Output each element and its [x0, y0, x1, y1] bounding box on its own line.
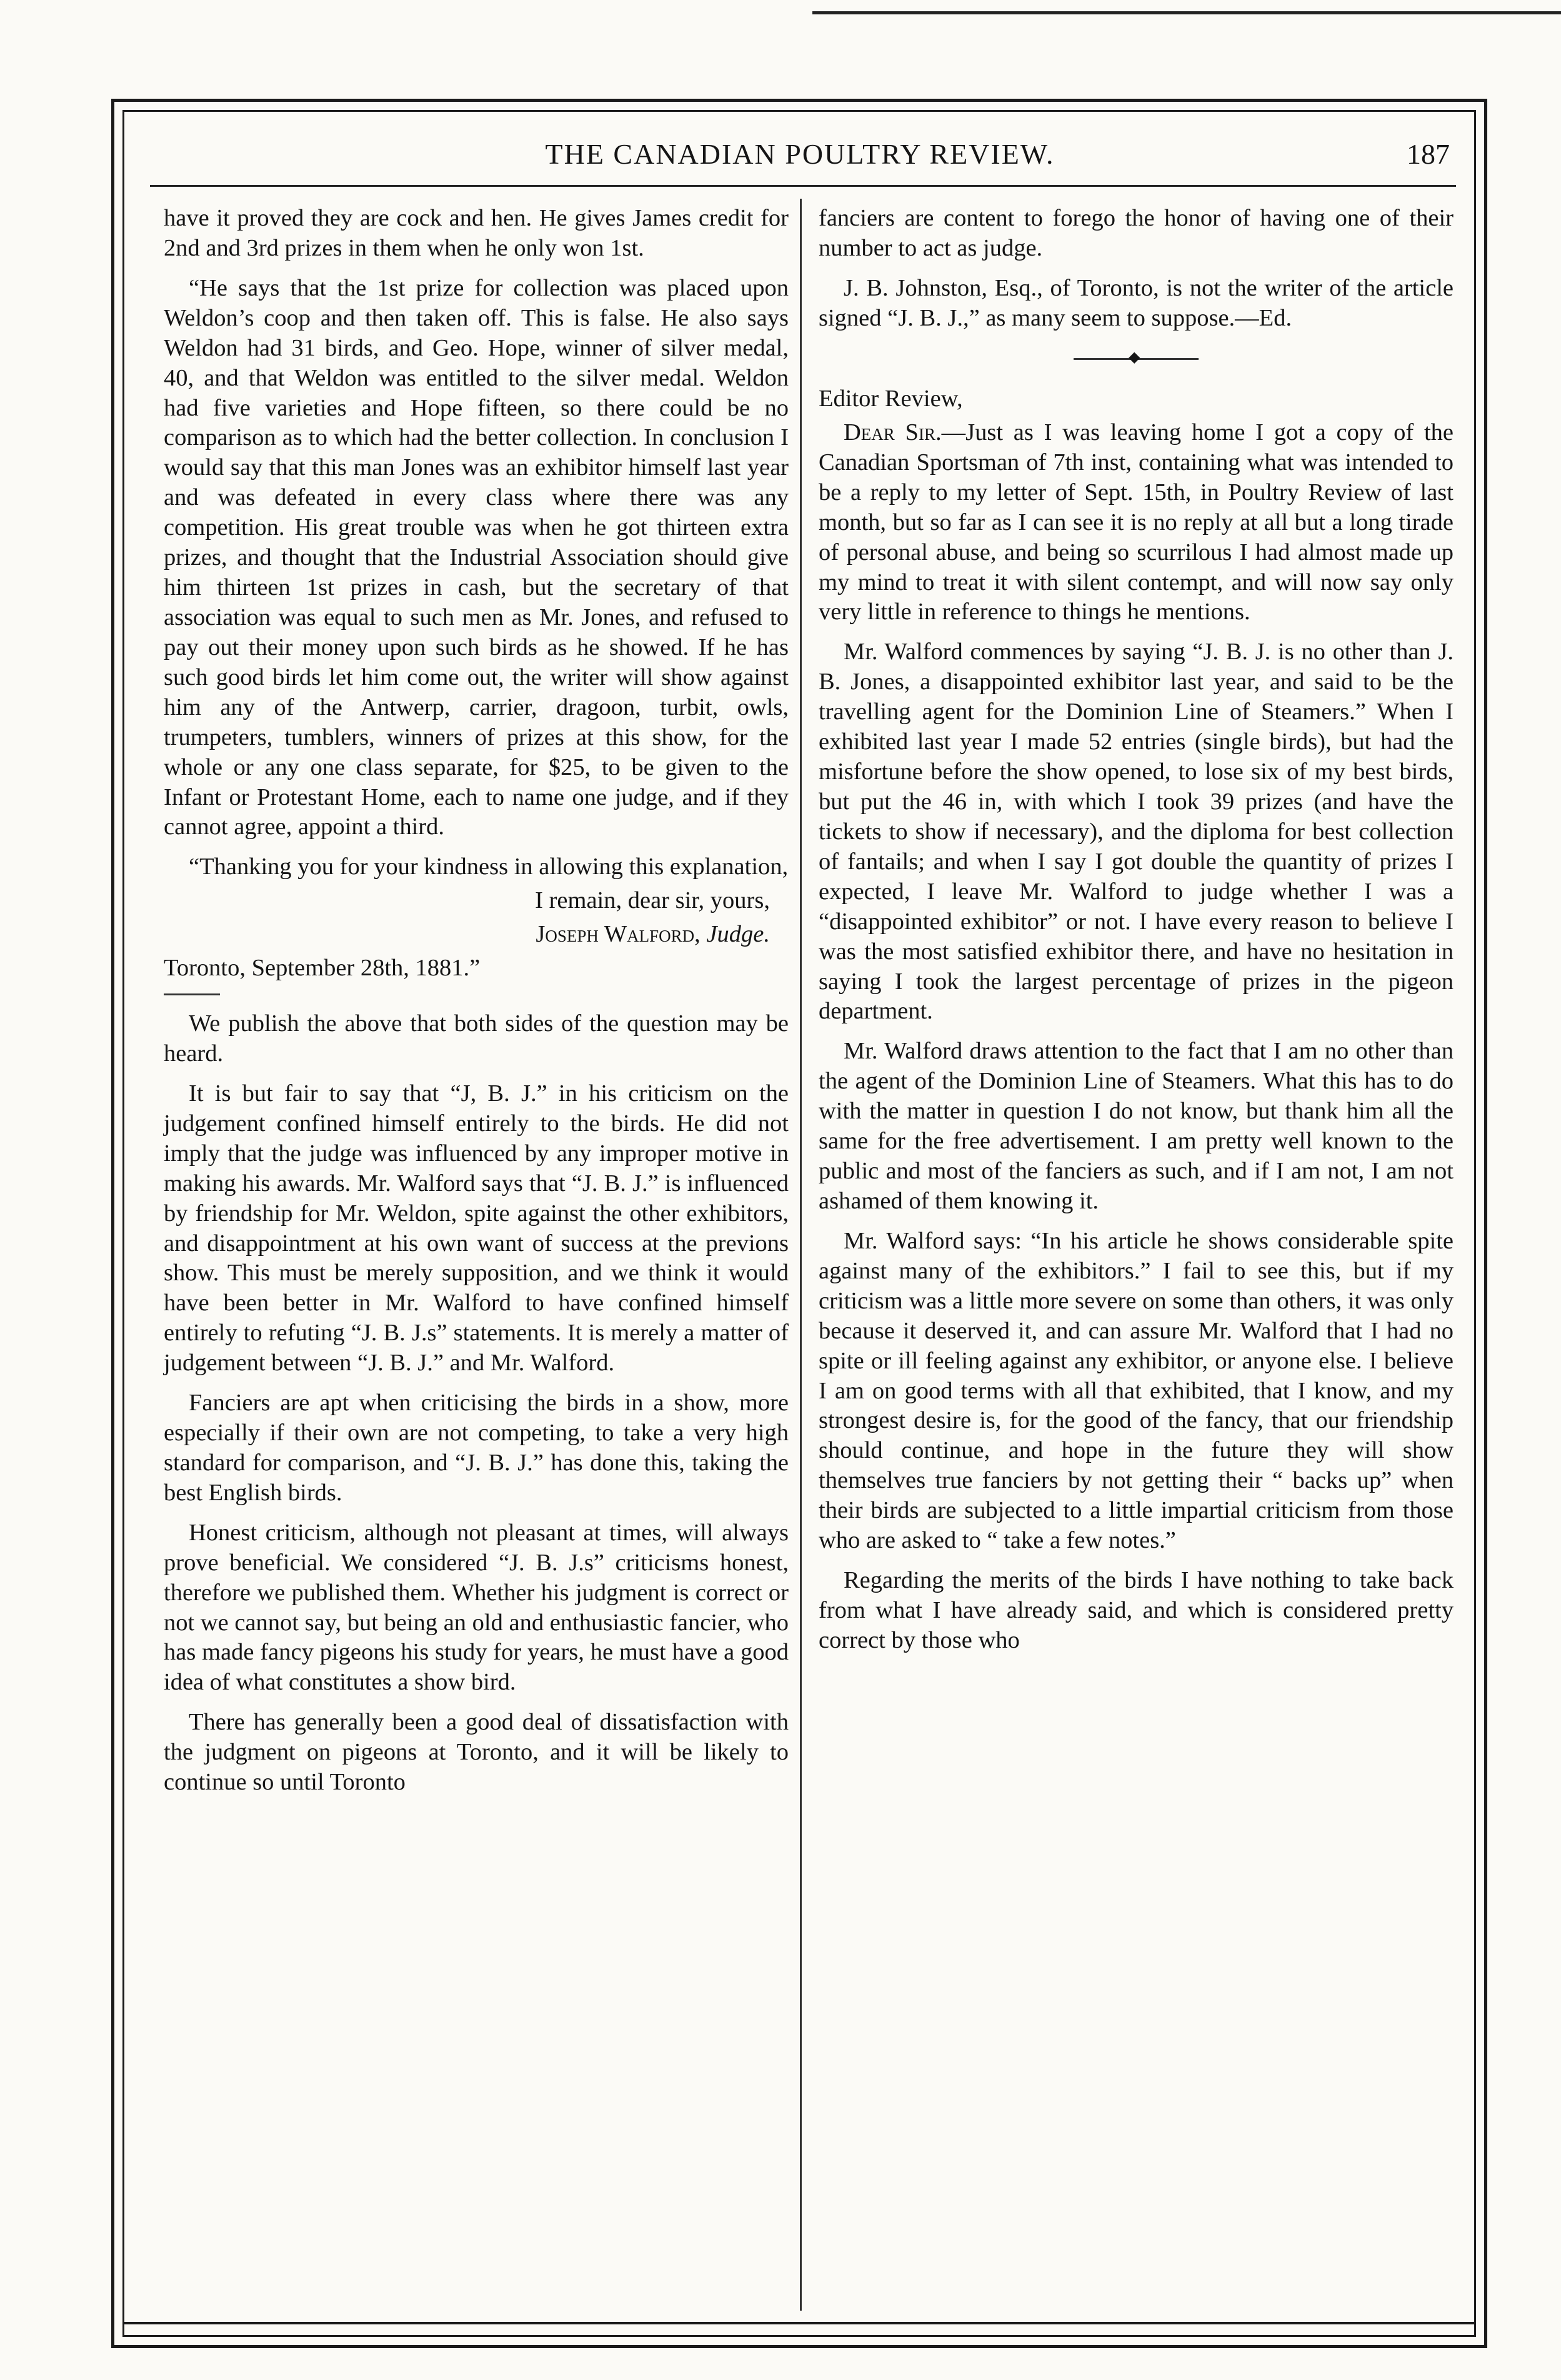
paragraph: “He says that the 1st prize for collection was placed upon Weldon’s coop and then taken off. This is false. He also says Weldon had 31 birds, and Geo. Hope, winner of silver medal, 40, and that Weldon was entitled to the silver medal. Weldon had five varieties and Hope fifteen, so there could be no comparison as to which had the better collection. In conclusion I would say that this man Jones was an exhibitor himself last year and was defeated in every class where there was any competition. His great trouble was when he got thirteen extra prizes, and thought that the Industrial Association should give him thirteen 1st prizes in cash, but the secretary of that association was equal to such men as Mr. Jones, and refused to pay out their money upon such birds as he showed. If he has such good birds let him come out, the writer will show against him any of the Antwerp, carrier, dragoon, turbit, owls, trumpeters, tumblers, winners of prizes at this show, for the whole or any one class separate, for $25, to be given to the Infant or Protestant Home, each to name one judge, and if they cannot agree, appoint a third. — [164, 274, 789, 840]
ornament-divider — [819, 346, 1454, 369]
page-number: 187 — [1407, 138, 1450, 170]
editor-line: Editor Review, — [819, 386, 963, 412]
journal-title: THE CANADIAN POULTRY REVIEW. — [545, 138, 1055, 170]
salutation: Dear Sir. — [844, 419, 942, 446]
paragraph: It is but fair to say that “J, B. J.” in his criticism on the judgement confined himself entirely to the birds. He did not imply that the judge was influenced by any improper motive in making his awards. Mr. Walford says that “J. B. J.” is influenced by friendship for Mr. Weldon, spite against the other exhibitors, and disappointment at his own want of success at the previons show. This must be merely supposition, and we think it would have been better in Mr. Walford to have confined himself entirely to refuting “J. B. J.s” statements. It is merely a matter of judgement between “J. B. J.” and Mr. Walford. — [164, 1080, 789, 1377]
paragraph: fanciers are content to forego the honor of having one of their number to act as judge. — [819, 205, 1454, 261]
paragraph: “Thanking you for your kindness in allowing this explanation, — [189, 854, 789, 880]
closing-line: I remain, dear sir, yours, — [535, 887, 770, 914]
top-edge-rule — [812, 11, 1561, 14]
paragraph: There has generally been a good deal of dissatisfaction with the judgment on pigeons at Toronto, and it will be likely to continue so until Toronto — [164, 1709, 789, 1796]
running-header — [131, 132, 1469, 182]
signature-name: Joseph Walford, — [536, 921, 701, 948]
left-column — [164, 204, 789, 1808]
dateline: Toronto, September 28th, 1881.” — [164, 955, 481, 982]
paragraph: have it proved they are cock and hen. He gives James credit for 2nd and 3rd prizes in them when he only won 1st. — [164, 205, 789, 261]
page-frame-bottom-rule — [122, 2322, 1476, 2324]
paragraph: Mr. Walford says: “In his article he shows considerable spite against many of the exhibitors.” I fail to see this, but if my criticism was a little more severe on some than others, it was only because it deserved it, and can assure Mr. Walford that I had no spite or ill feeling against any exhibitor, or anyone else. I believe I am on good terms with all that exhibited, that I know, and my strongest desire is, for the good of the fancy, that our friendship should continue, and hope in the future they will show themselves true fanciers by not getting their “ backs up” when their birds are subjected to a little impartial criticism from those who are asked to “ take a few notes.” — [819, 1227, 1454, 1554]
paragraph: Regarding the merits of the birds I have nothing to take back from what I have already said, and which is considered pretty correct by those who — [819, 1567, 1454, 1653]
paragraph: Mr. Walford draws attention to the fact that I am no other than the agent of the Dominion Line of Steamers. What this has to do with the matter in question I do not know, but thank him all the same for the free advertisement. I am pretty well known to the public and most of the fanciers as such, and if I am not, I am not ashamed of them knowing it. — [819, 1038, 1454, 1214]
paragraph: Fanciers are apt when criticising the birds in a show, more especially if their own are not competing, to take a very high standard for comparison, and “J. B. J.” has done this, taking the best English birds. — [164, 1390, 789, 1506]
paragraph: We publish the above that both sides of the question may be heard. — [164, 1010, 789, 1067]
header-rule — [150, 185, 1456, 187]
signature — [164, 920, 789, 950]
right-column — [819, 204, 1454, 1666]
section-rule — [164, 993, 220, 995]
column-divider — [800, 199, 802, 2311]
signature-title: Judge. — [706, 921, 770, 948]
paragraph: Mr. Walford commences by saying “J. B. J. is no other than J. B. Jones, a disappointed exhibitor last year, and said to be the travelling agent for the Dominion Line of Steamers.” When I exhibited last year I made 52 entries (single birds), but had the misfortune before the show opened, to lose six of my best birds, but put the 46 in, with which I took 39 prizes (and have the tickets to show if necessary), and the diploma for best collection of fantails; and when I say I got double the quantity of prizes I expected, I leave Mr. Walford to judge whether I was a “disappointed exhibitor” or not. I have every reason to believe I was the most satisfied exhibitor there, and have no hesitation in saying I took the largest percentage of prizes in the pigeon department. — [819, 639, 1454, 1025]
paragraph: Honest criticism, although not pleasant at times, will always prove beneficial. We considered “J. B. J.s” criticisms honest, therefore we published them. Whether his judgment is correct or not we cannot say, but being an old and enthusiastic fancier, who has made fancy pigeons his study for years, he must have a good idea of what constitutes a show bird. — [164, 1519, 789, 1696]
paragraph: J. B. Johnston, Esq., of Toronto, is not the writer of the article signed “J. B. J.,” as many seem to suppose.—Ed. — [819, 274, 1454, 331]
letter-opening — [819, 418, 1454, 627]
paragraph: —Just as I was leaving home I got a copy of the Canadian Sportsman of 7th inst, containing what was intended to be a reply to my letter of Sept. 15th, in Poultry Review of last month, but so far as I can see it is no reply at all but a long tirade of personal abuse, and being so scurrilous I had almost made up my mind to treat it with silent contempt, and will now say only very little in reference to things he mentions. — [819, 419, 1454, 625]
